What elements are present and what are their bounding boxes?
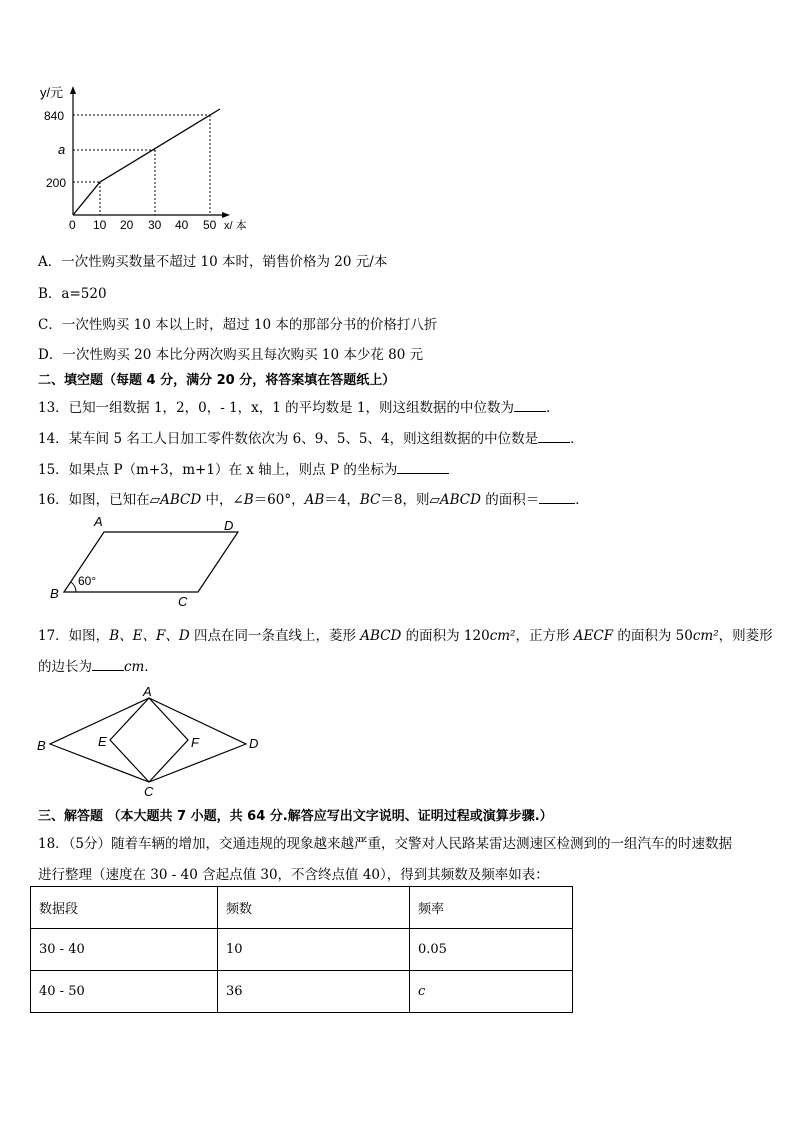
- q13-blank: [514, 397, 546, 412]
- option-d: D．一次性购买 20 本比分两次购买且每次购买 10 本少花 80 元: [38, 347, 424, 363]
- option-c: C．一次性购买 10 本以上时，超过 10 本的那部分书的价格打八折: [38, 317, 438, 333]
- table-header-row: [31, 887, 573, 929]
- question-13: [38, 396, 560, 416]
- q16-prefix: 16．如图，已知在: [38, 492, 150, 508]
- q16-shape1: ▱ABCD: [149, 492, 202, 508]
- q17-c: 的面积为 120: [401, 628, 490, 644]
- option-b: B．a=520: [38, 286, 107, 302]
- rhombus-label-b: B: [37, 738, 46, 753]
- q16-angle: ∠B: [232, 492, 254, 508]
- q17-f: ，则菱形: [718, 628, 773, 644]
- q14-blank: [538, 428, 570, 443]
- q17-unit1: cm²: [489, 628, 516, 644]
- cell-frequency: c: [410, 971, 573, 1013]
- q17-pts: B、E、F、D: [109, 628, 190, 644]
- q17-d: ，正方形: [515, 628, 574, 644]
- section2-heading: 二、填空题（每题 4 分，满分 20 分，将答案填在答题纸上）: [38, 373, 396, 388]
- q17-unit-cm: cm: [124, 659, 145, 675]
- label-angle-60: 60°: [78, 574, 97, 588]
- header-frequency: 频率: [410, 887, 573, 929]
- question-16: [38, 488, 589, 508]
- section3-heading: 三、解答题 （本大题共 7 小题，共 64 分.解答应写出文字说明、证明过程或演算步骤.）: [38, 809, 553, 824]
- q16-period: ．: [575, 492, 589, 508]
- q17-blank: [92, 656, 124, 671]
- cell-segment: 40 - 50: [31, 971, 218, 1013]
- parallelogram-figure: [44, 514, 244, 609]
- q16-shape2: ▱ABCD: [429, 492, 481, 508]
- y-tick-840: 840: [44, 109, 65, 123]
- x-axis-label: x/ 本: [224, 220, 247, 232]
- q17-aecf: AECF: [573, 628, 614, 644]
- y-tick-a: a: [58, 142, 66, 157]
- x-axis-arrow: [222, 212, 230, 218]
- question-18-line2: 进行整理（速度在 30 - 40 含起点值 30，不含终点值 40），得到其频数及频率如表：: [38, 867, 549, 883]
- question-14: [38, 427, 584, 447]
- q16-mid2: ＝60°，: [253, 492, 305, 508]
- q17-a: 17．如图，: [38, 628, 110, 644]
- q16-mid3: ＝4，: [324, 492, 360, 508]
- cell-count: 10: [218, 929, 410, 971]
- q15-blank: [397, 459, 449, 474]
- q13-text: 13．已知一组数据 1，2，0，- 1，x，1 的平均数是 1，则这组数据的中位数为: [38, 400, 515, 416]
- q14-text: 14．某车间 5 名工人日加工零件数依次为 6、9、5、5、4，则这组数据的中位数是: [38, 431, 539, 447]
- angle-b-arc: [71, 582, 76, 592]
- question-15: [38, 458, 449, 478]
- x-tick-30: 30: [148, 218, 162, 232]
- q17-b: 四点在同一条直线上，菱形: [189, 628, 361, 644]
- rhombus-label-c: C: [144, 784, 154, 799]
- q16-bc: BC: [359, 492, 381, 508]
- q17-line2-a: 的边长为: [38, 659, 92, 675]
- header-count: 频数: [218, 887, 410, 929]
- x-tick-20: 20: [120, 218, 134, 232]
- q13-period: ．: [546, 400, 560, 416]
- x-tick-10: 10: [93, 218, 107, 232]
- label-b: B: [50, 586, 59, 601]
- rhombus-label-e: E: [98, 734, 107, 749]
- rhombus-figure: [32, 684, 272, 799]
- question-17-line1: [38, 624, 773, 644]
- cell-segment: 30 - 40: [31, 929, 218, 971]
- q16-suffix: 的面积＝: [480, 492, 540, 508]
- q14-period: ．: [570, 431, 584, 447]
- x-tick-50: 50: [203, 218, 217, 232]
- x-tick-40: 40: [175, 218, 189, 232]
- label-a: A: [94, 514, 103, 529]
- table-row: [31, 971, 573, 1013]
- question-18-line1: 18．（5分）随着车辆的增加，交通违规的现象越来越严重，交警对人民路某雷达测速区检测到的一组汽车的时速数据: [38, 836, 733, 852]
- price-graph: [30, 80, 280, 235]
- rhombus-abcd: [50, 698, 246, 782]
- q16-blank: [539, 489, 575, 504]
- y-axis-label: y/元: [40, 85, 64, 100]
- q16-mid4: ＝8，则: [380, 492, 430, 508]
- q17-line2-end: ．: [144, 659, 158, 675]
- y-axis-arrow: [70, 86, 76, 94]
- header-segment: 数据段: [31, 887, 218, 929]
- q16-mid1: 中，: [201, 492, 233, 508]
- table-row: [31, 929, 573, 971]
- cell-count: 36: [218, 971, 410, 1013]
- q17-e: 的面积为 50: [613, 628, 693, 644]
- y-tick-200: 200: [46, 176, 67, 190]
- x-tick-0: 0: [69, 218, 76, 232]
- q15-text: 15．如果点 P（m+3，m+1）在 x 轴上，则点 P 的坐标为: [38, 462, 398, 478]
- rhombus-label-a: A: [143, 684, 152, 699]
- q17-unit2: cm²: [692, 628, 719, 644]
- rhombus-label-f: F: [191, 735, 199, 750]
- option-a: A．一次性购买数量不超过 10 本时，销售价格为 20 元/本: [38, 254, 388, 270]
- cell-frequency: 0.05: [410, 929, 573, 971]
- frequency-table: [30, 886, 573, 1013]
- q17-abcd: ABCD: [360, 628, 402, 644]
- rhombus-label-d: D: [249, 736, 259, 751]
- price-line: [73, 109, 220, 215]
- label-d: D: [224, 518, 234, 533]
- question-17-line2: [38, 655, 158, 675]
- label-c: C: [178, 594, 188, 609]
- q16-ab: AB: [304, 492, 325, 508]
